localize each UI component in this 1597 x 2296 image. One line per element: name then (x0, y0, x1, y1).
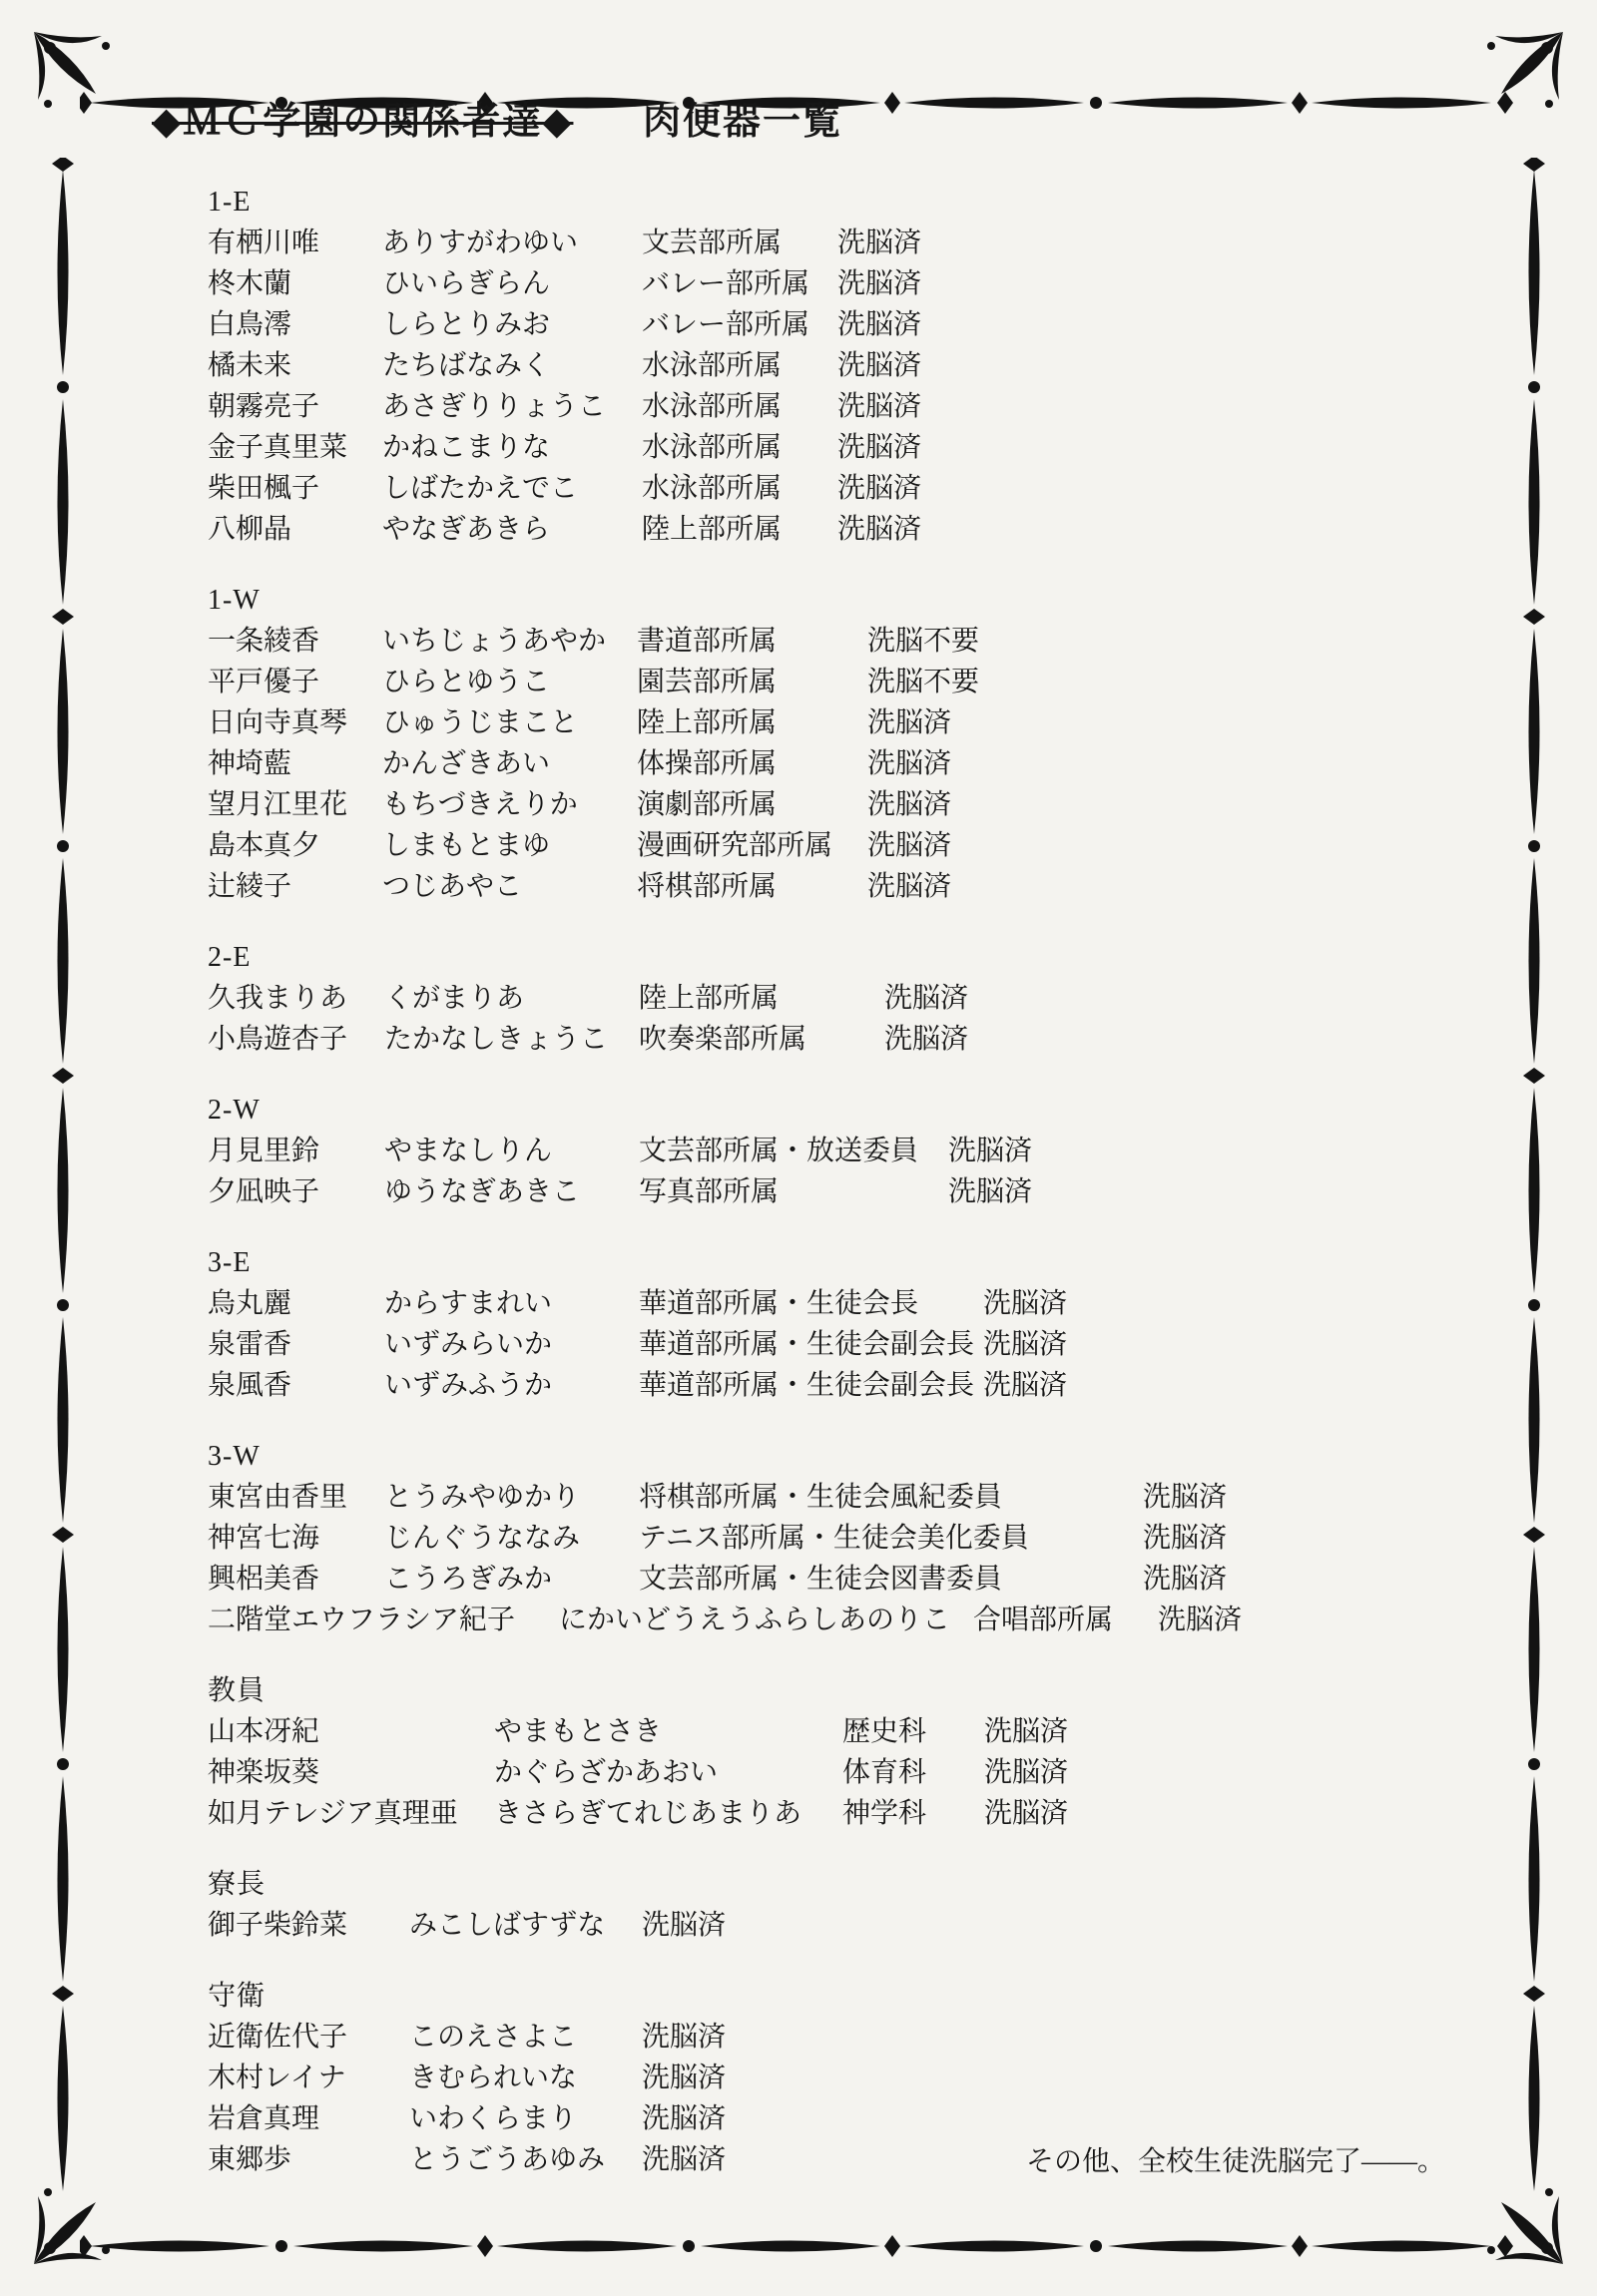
table-row (208, 263, 1465, 304)
subject-cell: 体育科 (842, 1757, 927, 1788)
reading-cell: かねこまりな (382, 432, 551, 463)
status-cell: 洗脳済 (837, 309, 922, 340)
club-cell: 文芸部所属・放送委員 (639, 1136, 919, 1166)
table-row (208, 1171, 1465, 1212)
page-title-main-text: 肉便器一覧 (642, 101, 842, 143)
club-cell: 陸上部所属 (637, 707, 778, 738)
name-cell: 神宮七海 (208, 1523, 320, 1554)
section-heading: 1-E (208, 187, 252, 218)
status-cell: 洗脳済 (948, 1176, 1033, 1207)
name-cell: 八柳晶 (208, 514, 292, 545)
status-cell: 洗脳済 (642, 1910, 727, 1941)
club-cell: 文芸部所属・生徒会図書委員 (639, 1564, 1003, 1595)
status-cell: 洗脳済 (1143, 1482, 1228, 1513)
reading-cell: ゆうなぎあきこ (384, 1176, 581, 1207)
name-cell: 金子真里菜 (208, 432, 348, 463)
name-cell: 朝霧亮子 (208, 391, 320, 422)
table-row (208, 427, 1465, 468)
table-row (208, 1793, 1465, 1834)
ornamental-border-right (1519, 158, 1549, 2199)
roster-sections (208, 182, 1465, 2180)
table-row (208, 1752, 1465, 1793)
club-cell: 写真部所属 (639, 1176, 780, 1207)
table-row (208, 223, 1465, 263)
name-cell: 東郷歩 (208, 2144, 292, 2175)
club-cell: 園芸部所属 (637, 667, 778, 697)
status-cell: 洗脳済 (837, 432, 922, 463)
table-row (208, 1365, 1465, 1406)
table-row (208, 866, 1465, 907)
table-row (208, 2017, 1465, 2058)
status-cell: 洗脳済 (984, 1798, 1069, 1829)
section-3w (208, 1436, 1465, 1640)
status-cell: 洗脳済 (837, 391, 922, 422)
reading-cell: にかいどうえうふらしあのりこ (559, 1605, 951, 1635)
table-row (208, 1600, 1465, 1640)
status-cell: 洗脳済 (884, 983, 969, 1014)
name-cell: 岩倉真理 (208, 2103, 320, 2134)
table-row (208, 1019, 1465, 1060)
status-cell: 洗脳済 (1143, 1564, 1228, 1595)
table-row (208, 662, 1465, 702)
status-cell: 洗脳済 (642, 2144, 727, 2175)
section-2w (208, 1090, 1465, 1212)
club-cell: 水泳部所属 (642, 473, 783, 504)
name-cell: 興梠美香 (208, 1564, 320, 1595)
table-row (208, 2058, 1465, 2098)
table-row (208, 1477, 1465, 1518)
club-cell: 華道部所属・生徒会副会長 (639, 1329, 975, 1360)
club-cell: 演劇部所属 (637, 789, 778, 820)
name-cell: 如月テレジア真理亜 (208, 1798, 458, 1829)
status-cell: 洗脳不要 (867, 667, 980, 697)
name-cell: 小鳥遊杏子 (208, 1024, 348, 1055)
subject-cell: 歴史科 (842, 1716, 927, 1747)
table-row (208, 2098, 1465, 2139)
name-cell: 平戸優子 (208, 667, 320, 697)
status-cell: 洗脳済 (837, 514, 922, 545)
reading-cell: こうろぎみか (384, 1564, 553, 1595)
section-1w (208, 580, 1465, 907)
name-cell: 泉雷香 (208, 1329, 292, 1360)
reading-cell: いずみふうか (384, 1370, 553, 1401)
status-cell: 洗脳済 (983, 1288, 1068, 1319)
club-cell: 水泳部所属 (642, 350, 783, 381)
reading-cell: やまもとさき (494, 1716, 663, 1747)
status-cell: 洗脳済 (837, 268, 922, 299)
status-cell: 洗脳済 (1143, 1523, 1228, 1554)
club-cell: 水泳部所属 (642, 432, 783, 463)
reading-cell: とうごうあゆみ (409, 2144, 606, 2175)
status-cell: 洗脳済 (642, 2103, 727, 2134)
status-cell: 洗脳済 (867, 830, 952, 861)
name-cell: 橘未来 (208, 350, 292, 381)
section-heading: 2-W (208, 1095, 261, 1126)
name-cell: 御子柴鈴菜 (208, 1910, 348, 1941)
status-cell: 洗脳済 (884, 1024, 969, 1055)
club-cell: 華道部所属・生徒会副会長 (639, 1370, 975, 1401)
club-cell: 漫画研究部所属 (637, 830, 833, 861)
reading-cell: きさらぎてれじあまりあ (494, 1798, 802, 1829)
table-row (208, 304, 1465, 345)
club-cell: 将棋部所属 (637, 871, 778, 902)
corner-flourish-icon (1479, 2180, 1571, 2272)
name-cell: 久我まりあ (208, 983, 348, 1014)
status-cell: 洗脳済 (867, 871, 952, 902)
footer-note: その他、全校生徒洗脳完了——。 (1025, 2146, 1445, 2177)
document-content (152, 100, 1465, 2210)
status-cell: 洗脳済 (867, 748, 952, 779)
corner-flourish-icon (26, 2180, 118, 2272)
section-1e (208, 182, 1465, 550)
club-cell: 華道部所属・生徒会長 (639, 1288, 919, 1319)
table-row (208, 1905, 1465, 1946)
table-row (208, 978, 1465, 1019)
reading-cell: いわくらまり (409, 2103, 578, 2134)
name-cell: 泉風香 (208, 1370, 292, 1401)
name-cell: 近衛佐代子 (208, 2022, 348, 2053)
reading-cell: あさぎりりょうこ (382, 391, 607, 422)
section-2e (208, 937, 1465, 1060)
club-cell: 体操部所属 (637, 748, 778, 779)
status-cell: 洗脳済 (984, 1716, 1069, 1747)
status-cell: 洗脳済 (948, 1136, 1033, 1166)
section-dorm-head (208, 1864, 1465, 1946)
table-row (208, 1131, 1465, 1171)
reading-cell: からすまれい (384, 1288, 553, 1319)
section-heading: 3-E (208, 1247, 252, 1278)
name-cell: 柴田楓子 (208, 473, 320, 504)
name-cell: 柊木蘭 (208, 268, 292, 299)
club-cell: バレー部所属 (642, 268, 810, 299)
status-cell: 洗脳済 (1158, 1605, 1243, 1635)
reading-cell: くがまりあ (384, 983, 525, 1014)
reading-cell: かんざきあい (382, 748, 551, 779)
table-row (208, 1559, 1465, 1600)
club-cell: 陸上部所属 (642, 514, 783, 545)
name-cell: 島本真夕 (208, 830, 320, 861)
reading-cell: しばたかえでこ (382, 473, 579, 504)
club-cell: 水泳部所属 (642, 391, 783, 422)
club-cell: 合唱部所属 (973, 1605, 1114, 1635)
status-cell: 洗脳済 (867, 707, 952, 738)
table-row (208, 386, 1465, 427)
reading-cell: やなぎあきら (382, 514, 551, 545)
club-cell: 将棋部所属・生徒会風紀委員 (639, 1482, 1003, 1513)
corner-flourish-icon (1479, 24, 1571, 116)
table-row (208, 743, 1465, 784)
reading-cell: ひゅうじまこと (382, 707, 579, 738)
name-cell: 夕凪映子 (208, 1176, 320, 1207)
table-row (208, 1283, 1465, 1324)
club-cell: テニス部所属・生徒会美化委員 (639, 1523, 1029, 1554)
name-cell: 神埼藍 (208, 748, 292, 779)
reading-cell: きむられいな (409, 2063, 578, 2093)
ornamental-border-left (48, 158, 78, 2199)
name-cell: 一条綾香 (208, 626, 320, 657)
reading-cell: やまなしりん (384, 1136, 553, 1166)
reading-cell: ひいらぎらん (382, 268, 551, 299)
name-cell: 望月江里花 (208, 789, 348, 820)
status-cell: 洗脳済 (983, 1329, 1068, 1360)
status-cell: 洗脳不要 (867, 626, 980, 657)
status-cell: 洗脳済 (983, 1370, 1068, 1401)
subject-cell: 神学科 (842, 1798, 927, 1829)
table-row (208, 1518, 1465, 1559)
section-heading: 3-W (208, 1441, 261, 1472)
ornamental-border-bottom (80, 2231, 1517, 2261)
status-cell: 洗脳済 (867, 789, 952, 820)
table-row (208, 702, 1465, 743)
club-cell: バレー部所属 (642, 309, 810, 340)
table-row (208, 825, 1465, 866)
table-row (208, 468, 1465, 509)
name-cell: 神楽坂葵 (208, 1757, 320, 1788)
status-cell: 洗脳済 (642, 2063, 727, 2093)
name-cell: 辻綾子 (208, 871, 292, 902)
status-cell: 洗脳済 (837, 473, 922, 504)
reading-cell: ありすがわゆい (382, 228, 579, 258)
corner-flourish-icon (26, 24, 118, 116)
page-title-struck-text: ◆ＭＣ学園の関係者達◆ (152, 101, 574, 143)
section-heading: 守衛 (208, 1981, 266, 2012)
section-heading: 教員 (208, 1675, 266, 1706)
section-heading: 2-E (208, 942, 252, 973)
table-row (208, 621, 1465, 662)
reading-cell: みこしばすずな (409, 1910, 606, 1941)
reading-cell: たちばなみく (382, 350, 551, 381)
reading-cell: かぐらざかあおい (494, 1757, 719, 1788)
table-row (208, 345, 1465, 386)
status-cell: 洗脳済 (642, 2022, 727, 2053)
club-cell: 文芸部所属 (642, 228, 783, 258)
club-cell: 陸上部所属 (639, 983, 780, 1014)
name-cell: 有栖川唯 (208, 228, 320, 258)
status-cell: 洗脳済 (837, 228, 922, 258)
reading-cell: しまもとまゆ (382, 830, 551, 861)
reading-cell: つじあやこ (382, 871, 523, 902)
status-cell: 洗脳済 (837, 350, 922, 381)
name-cell: 木村レイナ (208, 2063, 346, 2093)
name-cell: 山本冴紀 (208, 1716, 320, 1747)
reading-cell: じんぐうななみ (384, 1523, 581, 1554)
section-3e (208, 1242, 1465, 1406)
name-cell: 二階堂エウフラシア紀子 (208, 1605, 516, 1635)
section-heading: 寮長 (208, 1869, 266, 1900)
name-cell: 月見里鈴 (208, 1136, 320, 1166)
club-cell: 書道部所属 (637, 626, 778, 657)
table-row (208, 509, 1465, 550)
club-cell: 吹奏楽部所属 (639, 1024, 807, 1055)
status-cell: 洗脳済 (984, 1757, 1069, 1788)
table-row (208, 1324, 1465, 1365)
reading-cell: いちじょうあやか (382, 626, 607, 657)
reading-cell: とうみやゆかり (384, 1482, 581, 1513)
section-teachers (208, 1670, 1465, 1834)
name-cell: 烏丸麗 (208, 1288, 292, 1319)
reading-cell: しらとりみお (382, 309, 551, 340)
table-row (208, 1711, 1465, 1752)
reading-cell: たかなしきょうこ (384, 1024, 609, 1055)
reading-cell: このえさよこ (409, 2022, 578, 2053)
name-cell: 日向寺真琴 (208, 707, 348, 738)
page-title (152, 100, 1465, 144)
reading-cell: ひらとゆうこ (382, 667, 551, 697)
reading-cell: もちづきえりか (382, 789, 578, 820)
table-row (208, 784, 1465, 825)
section-heading: 1-W (208, 585, 261, 616)
reading-cell: いずみらいか (384, 1329, 553, 1360)
name-cell: 白鳥澪 (208, 309, 292, 340)
name-cell: 東宮由香里 (208, 1482, 348, 1513)
